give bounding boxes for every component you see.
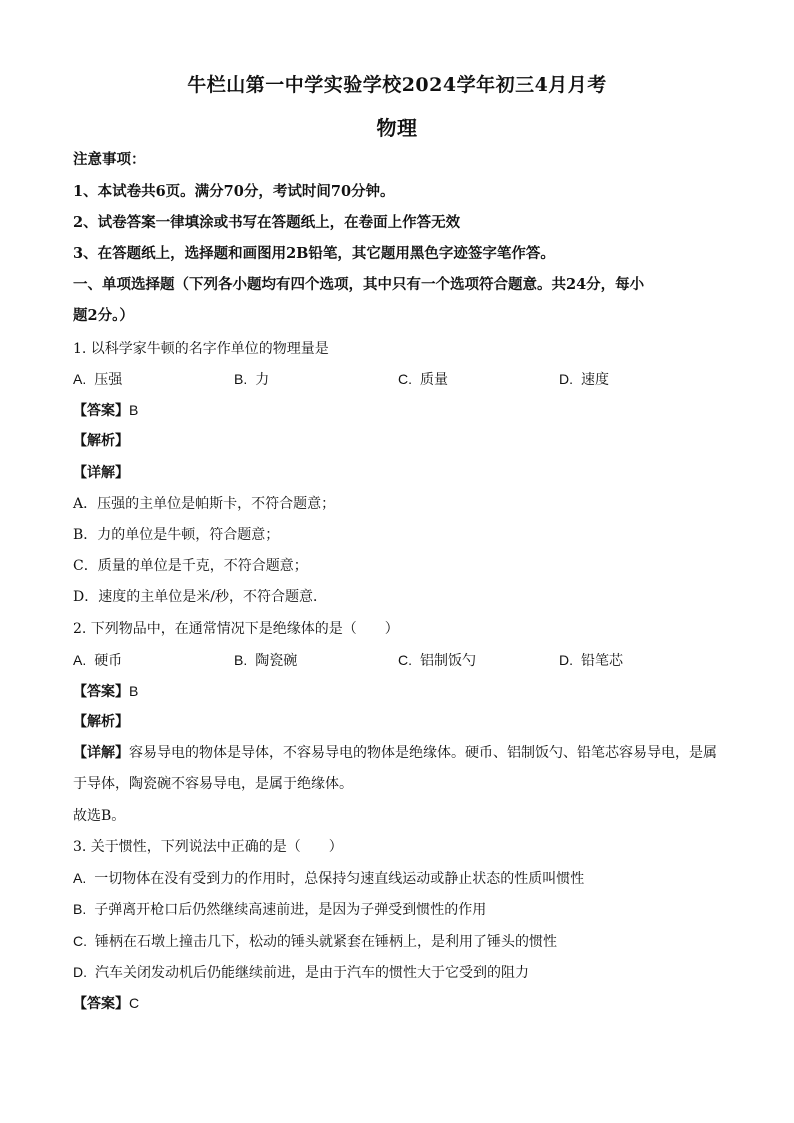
option-text: 力 [255,372,270,388]
q1-stem: 1. 以科学家牛顿的名字作单位的物理量是 [73,341,329,357]
note-item-2: 2、试卷答案一律填涂或书写在答题纸上，在卷面上作答无效 [73,214,461,231]
q1-detail-label: 【详解】 [73,465,129,481]
exam-title: 牛栏山第一中学实验学校2024学年初三4月月考 [187,74,607,96]
q1-analysis-label: 【解析】 [73,433,129,449]
option-letter: C. [398,652,412,668]
q1-detail-a: A．压强的主单位是帕斯卡，不符合题意； [73,496,336,512]
detail-label: 【详解】 [73,745,129,761]
exam-subject: 物理 [376,116,418,140]
q2-option-a [73,650,122,671]
q1-detail-d: D．速度的主单位是米/秒，不符合题意． [73,589,327,605]
q1-detail-b: B．力的单位是牛顿，符合题意； [73,527,280,543]
option-text: 质量 [420,372,448,388]
option-text: 陶瓷碗 [255,653,298,669]
q2-answer [73,681,723,702]
detail-text: 容易导电的物体是导体，不容易导电的物体是绝缘体。硬币、铝制饭勺、铅笔芯容易导电，是属 [129,745,717,761]
note-item-3: 3、在答题纸上，选择题和画图用2B铅笔，其它题用黑色字迹签字笔作答。 [73,245,555,262]
option-letter: C. [398,371,412,387]
answer-value: B [129,683,139,699]
q2-detail-line1 [73,743,723,763]
answer-value: B [129,402,139,418]
option-text: 一切物体在没有受到力的作用时，总保持匀速直线运动或静止状态的性质叫惯性 [94,871,585,887]
q3-stem: 3. 关于惯性，下列说法中正确的是（ ） [73,839,343,855]
answer-label: 【答案】 [73,403,129,419]
option-letter: D. [73,964,87,980]
option-text: 硬币 [94,653,123,669]
option-letter: B. [234,371,248,387]
option-text: 锤柄在石墩上撞击几下，松动的锤头就紧套在锤柄上，是利用了锤头的惯性 [95,934,557,950]
option-letter: D. [559,652,573,668]
q2-detail-line2: 于导体，陶瓷碗不容易导电，是属于绝缘体。 [73,776,353,792]
q3-answer [73,993,723,1014]
q2-option-c [398,650,476,671]
option-text: 速度 [581,372,609,388]
option-letter: C. [73,933,87,949]
option-letter: A. [73,652,87,668]
section-heading-line2: 题2分。） [73,307,134,324]
section-heading-line1: 一、单项选择题（下列各小题均有四个选项，其中只有一个选项符合题意。共24分，每小 [73,276,645,293]
option-letter: B. [234,652,248,668]
q2-option-b [234,650,297,671]
option-letter: B. [73,901,87,917]
q3-option-b [73,899,723,920]
q2-stem: 2. 下列物品中，在通常情况下是绝缘体的是（ ） [73,621,399,637]
q2-option-d [559,650,623,671]
q3-option-d [73,962,723,983]
q2-conclusion: 故选B。 [73,808,126,824]
q3-option-c [73,931,723,952]
option-letter: D. [559,371,573,387]
answer-label: 【答案】 [73,684,129,700]
option-text: 压强 [94,372,123,388]
option-letter: A. [73,870,87,886]
q1-detail-c: C．质量的单位是千克，不符合题意； [73,558,308,574]
answer-value: C [129,995,140,1011]
option-letter: A. [73,371,87,387]
q1-answer [73,400,723,421]
q3-option-a [73,868,723,889]
option-text: 汽车关闭发动机后仍能继续前进，是由于汽车的惯性大于它受到的阻力 [95,965,529,981]
q1-option-c [398,369,448,390]
answer-label: 【答案】 [73,996,129,1012]
option-text: 子弹离开枪口后仍然继续高速前进，是因为子弹受到惯性的作用 [94,902,487,918]
notes-heading: 注意事项： [73,151,146,168]
q1-option-d [559,369,609,390]
q1-option-b [234,369,269,390]
option-text: 铝制饭勺 [420,653,476,669]
q1-option-a [73,369,122,390]
note-item-1: 1、本试卷共6页。满分70分，考试时间70分钟。 [73,183,395,200]
q2-analysis-label: 【解析】 [73,714,129,730]
option-text: 铅笔芯 [581,653,623,669]
